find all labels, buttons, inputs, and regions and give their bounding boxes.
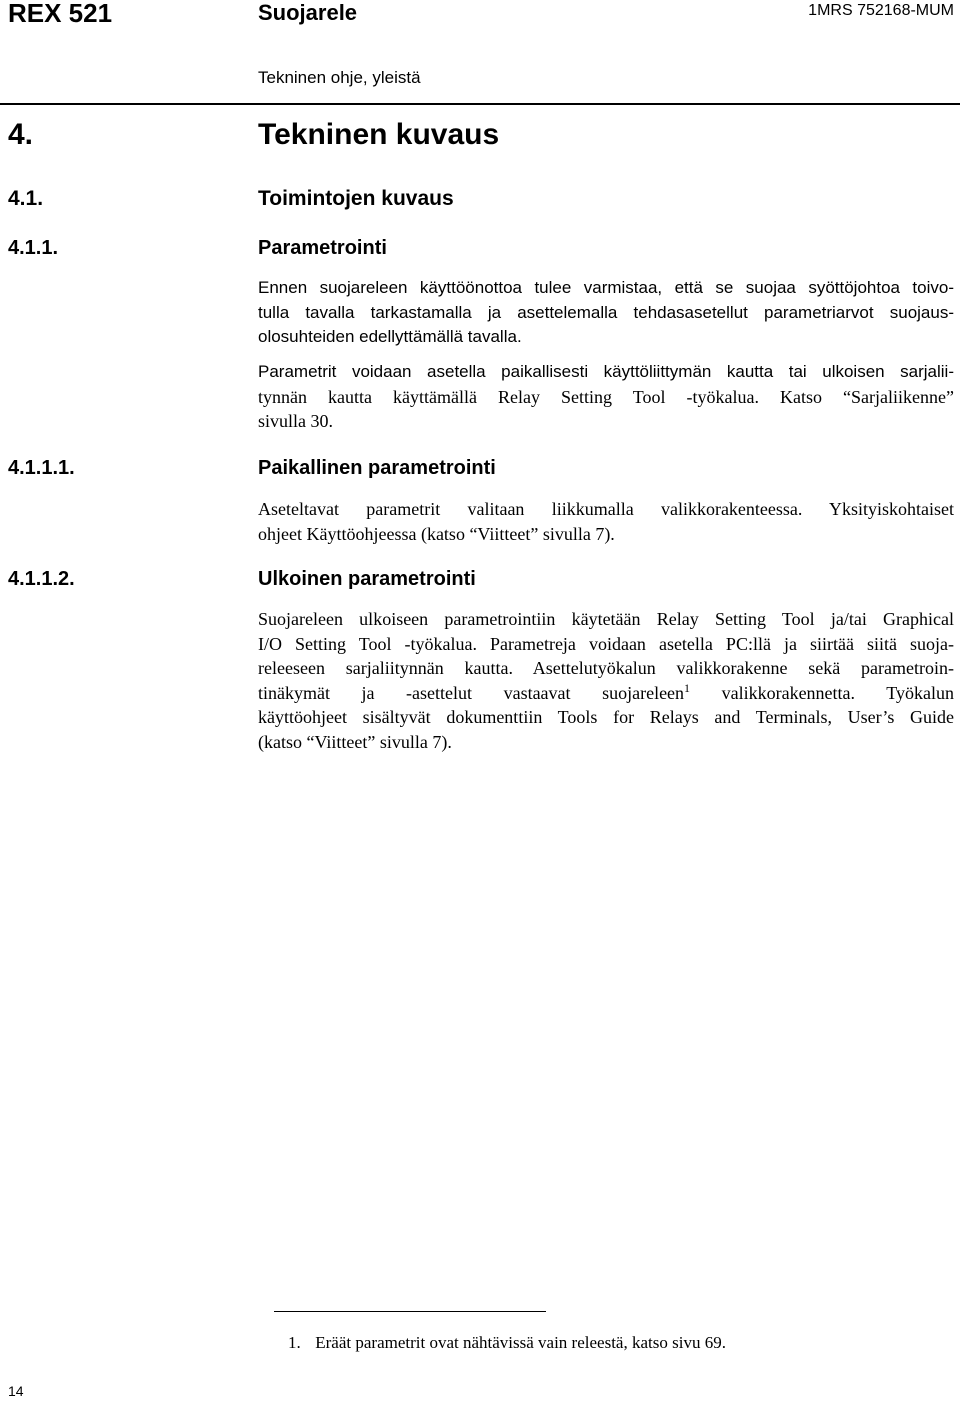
text-line: olosuhteiden edellyttämällä tavalla. xyxy=(258,327,522,347)
section-4-1-title: Toimintojen kuvaus xyxy=(258,187,454,210)
text-line: Suojareleen ulkoiseen parametrointiin käytetään Relay Setting Tool ja/tai Graphical xyxy=(258,609,954,629)
text-line: ohjeet Käyttöohjeessa (katso “Viitteet” sivulla 7). xyxy=(258,523,615,544)
section-4-1-1-2-number: 4.1.1.2. xyxy=(8,568,75,590)
text-line: Parametrit voidaan asetella paikallisesti käyttöliittymän kautta tai ulkoisen sarjalii- xyxy=(258,362,954,381)
text-segment: tinäkymät ja -asettelut vastaavat suojareleen xyxy=(258,682,685,703)
section-4-1-1-1-title: Paikallinen parametrointi xyxy=(258,457,496,479)
document-number: 1MRS 752168-MUM xyxy=(808,2,954,19)
text-line: I/O Setting Tool -työkalua. Parametreja voidaan asetella PC:llä ja siirtää siitä suoja- xyxy=(258,633,954,654)
section-4-1-number: 4.1. xyxy=(8,187,44,210)
section-4-1-1-2-title: Ulkoinen parametrointi xyxy=(258,568,476,590)
text-line: sivulla 30. xyxy=(258,411,333,432)
paragraph-4-1-1-a xyxy=(258,276,954,350)
paragraph-4-1-1-1 xyxy=(258,497,954,546)
text-segment: valikkorakennetta. Työkalun xyxy=(690,682,954,703)
text-line: releeseen sarjaliitynnän kautta. Asettelutyökalun valikkorakenne sekä parametroin- xyxy=(258,658,954,679)
section-4-number: 4. xyxy=(8,118,34,151)
product-name: REX 521 xyxy=(8,0,113,28)
section-4-1-1-number: 4.1.1. xyxy=(8,237,59,259)
text-line: Ennen suojareleen käyttöönottoa tulee varmistaa, että se suojaa syöttöjohtoa toivo- xyxy=(258,278,954,297)
header-divider xyxy=(0,103,960,105)
text-line: (katso “Viitteet” sivulla 7). xyxy=(258,731,452,752)
footnote xyxy=(288,1333,726,1353)
document-subtitle: Tekninen ohje, yleistä xyxy=(258,68,421,87)
paragraph-4-1-1-2 xyxy=(258,607,954,755)
text-line: tulla tavalla tarkastamalla ja asettelemalla tehdasasetellut parametriarvot suojaus- xyxy=(258,302,954,322)
footnote-number: 1. xyxy=(288,1333,301,1352)
text-line: käyttöohjeet sisältyvät dokumenttiin Tools for Relays and Terminals, User’s Guide xyxy=(258,707,954,728)
section-4-1-1-1-number: 4.1.1.1. xyxy=(8,457,75,479)
section-4-title: Tekninen kuvaus xyxy=(258,118,500,151)
section-4-1-1-title: Parametrointi xyxy=(258,237,387,259)
footnote-reference: 1 xyxy=(684,680,691,695)
paragraph-4-1-1-b xyxy=(258,360,954,434)
text-line: tynnän kautta käyttämällä Relay Setting Tool -työkalua. Katso “Sarjaliikenne” xyxy=(258,386,954,407)
footnote-divider xyxy=(274,1311,546,1312)
document-title: Suojarele xyxy=(258,0,358,25)
footnote-text: Eräät parametrit ovat nähtävissä vain releestä, katso sivu 69. xyxy=(315,1333,726,1352)
page-number: 14 xyxy=(8,1383,24,1399)
text-line: Aseteltavat parametrit valitaan liikkumalla valikkorakenteessa. Yksityiskohtaiset xyxy=(258,499,954,519)
text-line xyxy=(258,681,954,706)
